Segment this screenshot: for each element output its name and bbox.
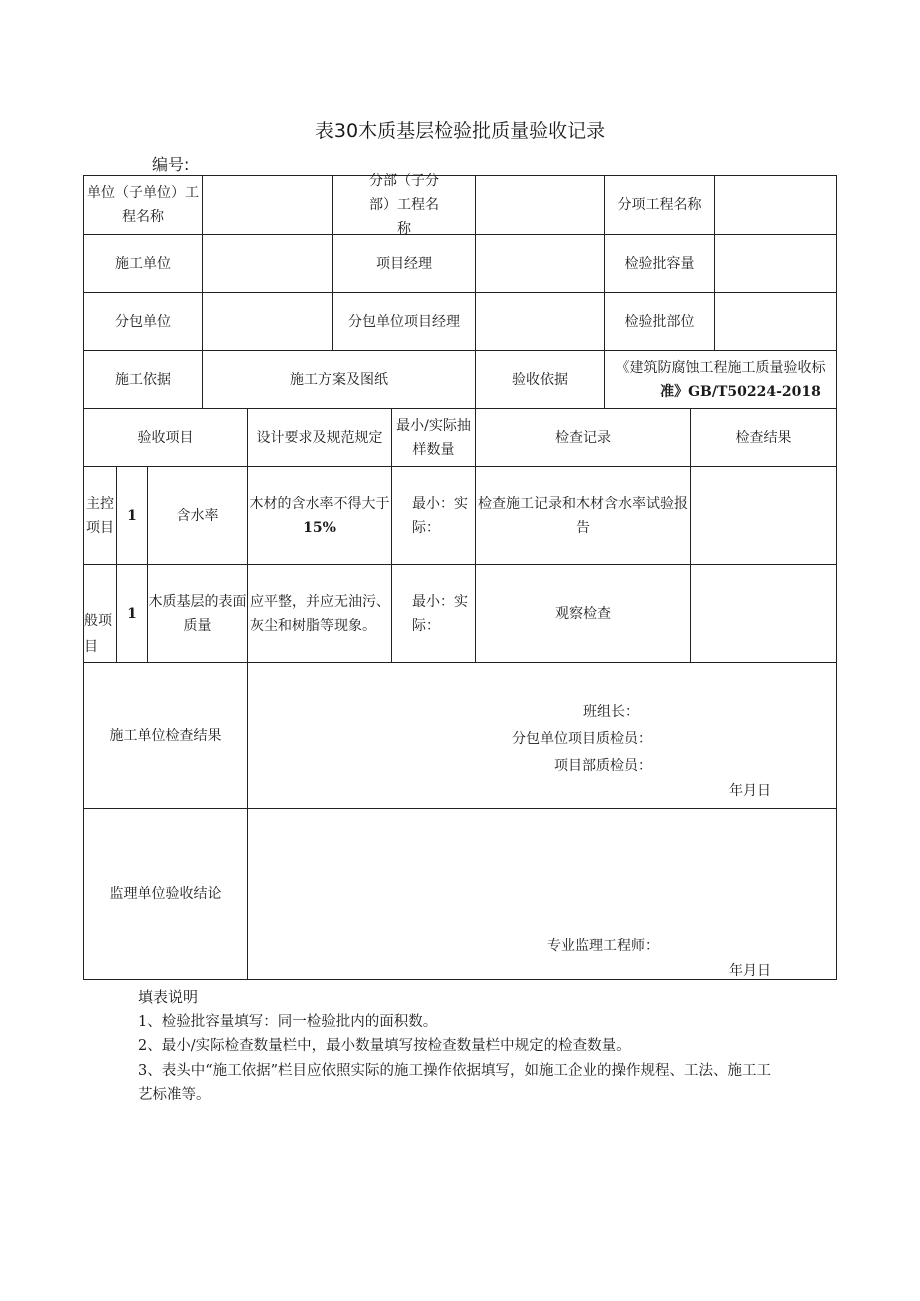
main-no: 1	[127, 507, 137, 524]
team-leader-label: 班组长：	[583, 704, 639, 720]
acceptance-basis-value: 《建筑防腐蚀工程施工质量验收标 准》GB/T50224-2018	[615, 359, 826, 400]
unit-name-label: 单位（子单位）工程名称	[87, 185, 199, 225]
engineer-label: 专业监理工程师：	[547, 938, 659, 954]
acceptance-basis-label: 验收依据	[512, 371, 568, 388]
main-name: 含水率	[176, 507, 219, 524]
note-item: 3、表头中“施工依据”栏目应依照实际的施工操作依据填写，如施工企业的操作规程、工法、施工工	[138, 1062, 772, 1079]
general-req: 应平整，并应无油污、 灰尘和树脂等现象。	[250, 593, 390, 634]
main-record: 检查施工记录和木材含水率试验报 告	[478, 495, 688, 536]
supervision-label: 监理单位验收结论	[109, 886, 222, 902]
basis-value[interactable]: 施工方案及图纸	[290, 371, 388, 388]
sub-pm-value[interactable]	[476, 293, 604, 350]
col-sample: 最小/实际抽 样数量	[396, 417, 471, 458]
main-sample[interactable]: 最小：实 际：	[412, 495, 468, 536]
part-label: 检验批部位	[624, 313, 695, 330]
col-item: 验收项目	[137, 429, 194, 446]
general-name: 木质基层的表面 质量	[148, 593, 247, 634]
contractor-date: 年月日	[729, 783, 771, 799]
main-req: 木材的含水率不得大于 15%	[249, 495, 390, 536]
note-item: 2、最小/实际检查数量栏中，最小数量填写按检查数量栏中规定的检查数量。	[138, 1038, 631, 1054]
general-record: 观察检查	[555, 605, 611, 622]
division-label: 分部（子分部）工程名称	[369, 173, 439, 237]
note-item: 1、检验批容量填写：同一检验批内的面积数。	[138, 1013, 438, 1030]
basis-label: 施工依据	[115, 371, 171, 388]
item-name-value[interactable]	[715, 176, 836, 234]
col-record: 检查记录	[555, 429, 611, 446]
note-item: 艺标准等。	[138, 1087, 211, 1103]
sub-pm-label: 分包单位项目经理	[348, 313, 460, 330]
item-name-label: 分项工程名称	[617, 197, 702, 213]
capacity-label: 检验批容量	[624, 255, 695, 272]
general-result[interactable]	[691, 565, 836, 662]
col-result: 检查结果	[735, 429, 792, 446]
supervision-date: 年月日	[729, 963, 771, 979]
subcontractor-label: 分包单位	[115, 313, 171, 330]
general-category: 般项 目	[84, 613, 112, 655]
dept-inspector-label: 项目部质检员：	[554, 758, 652, 774]
division-value[interactable]	[476, 176, 604, 234]
main-result[interactable]	[691, 467, 836, 564]
contractor-check-label: 施工单位检查结果	[109, 727, 222, 744]
page-title: 表30木质基层检验批质量验收记录	[314, 120, 606, 142]
general-sample[interactable]: 最小：实 际：	[412, 593, 468, 634]
notes-title: 填表说明	[138, 988, 199, 1006]
part-value[interactable]	[715, 293, 836, 350]
main-category: 主控 项目	[86, 495, 114, 536]
code-label: 编号:	[152, 155, 190, 174]
contractor-label: 施工单位	[115, 255, 171, 272]
col-design-req: 设计要求及规范规定	[256, 429, 383, 446]
subcontractor-value[interactable]	[203, 293, 332, 350]
pm-label: 项目经理	[376, 255, 432, 272]
pm-value[interactable]	[476, 235, 604, 292]
contractor-value[interactable]	[203, 235, 332, 292]
sub-inspector-label: 分包单位项目质检员：	[512, 731, 652, 747]
general-no: 1	[127, 605, 137, 622]
capacity-value[interactable]	[715, 235, 836, 292]
unit-name-value[interactable]	[203, 176, 332, 234]
fill-instructions	[138, 985, 838, 1108]
